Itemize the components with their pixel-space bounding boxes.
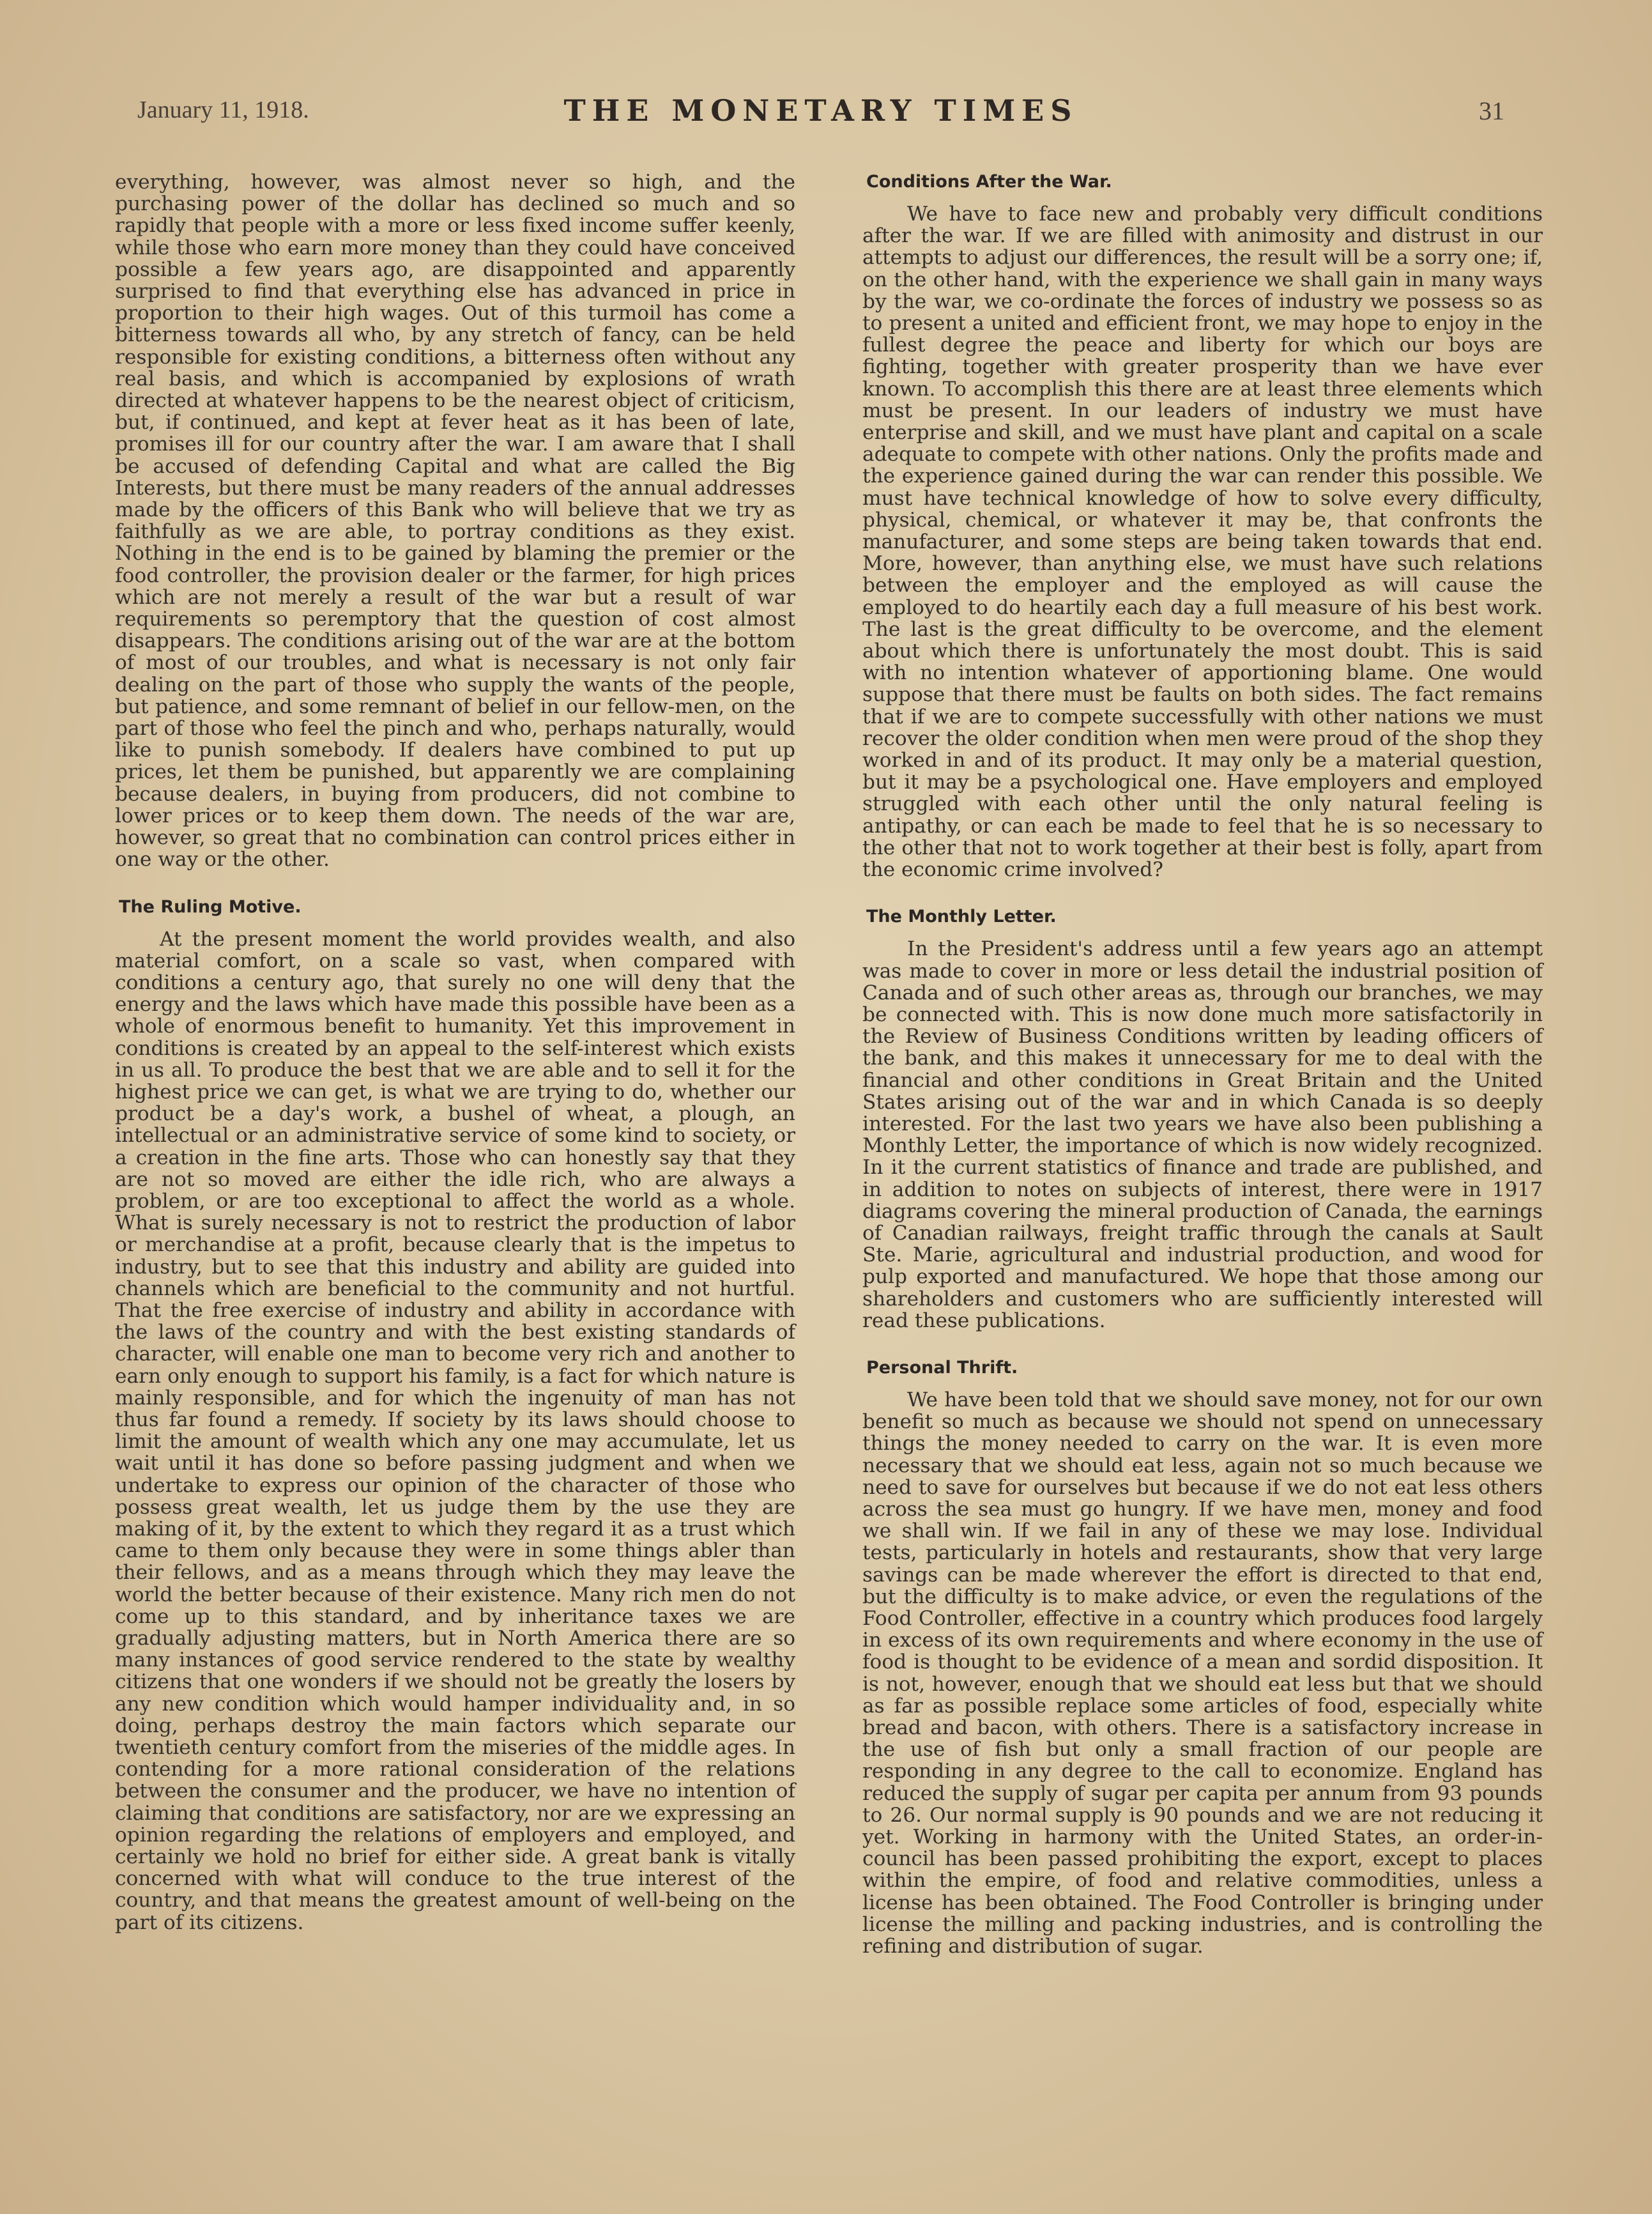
paragraph-conditions-after-war: We have to face new and probably very difficult conditions after the war. If we are filled with animosity and distrust in our attempts to adjust our differences, the result will be a sorry one; if, on the other hand, with the experience we shall gain in many ways by the war, we co-ordinate the forces of industry we possess so as to present a united and efficient front, we may hope to enjoy in the fullest degree the peace and liberty for which our boys are fighting, together with greater prosperity than we have ever known. To accomplish this there are at least three elements which must be present. In our leaders of industry we must have enterprise and skill, and we must have plant and capital on a scale adequate to compete with other nations. Only the profits made and the experience gained during the war can render this possible. We must have technical knowledge of how to solve every difficulty, physical, chemical, or whatever it may be, that confronts the manufacturer, and some steps are being taken towards that end. More, however, than anything else, we must have such relations between the employer and the employed as will cause the employed to do heartily each day a full measure of his best work. The last is the great difficulty to be overcome, and the element about which there is unfortunately the most doubt. This is said with no intention whatever of apportioning blame. One would suppose that there must be faults on both sides. The fact remains that if we are to compete successfully with other nations we must recover the older condition when men were proud of the shop they worked in and of its product. It may only be a material question, but it may be a psychological one. Have employers and employed struggled with each other until the only natural feeling is antipathy, or can each be made to feel that he is so necessary to the other that not to work together at their best is folly, apart from the economic crime involved?	[862, 203, 1543, 882]
section-heading-ruling-motive: The Ruling Motive.	[119, 896, 302, 917]
left-column	[115, 171, 795, 1933]
paragraph-personal-thrift: We have been told that we should save money, not for our own benefit so much as because we should not spend on unnecessary things the money needed to carry on the war. It is even more necessary that we should eat less, again not so much because we need to save for ourselves but because if we do not eat less others across the sea must go hungry. If we have men, money and food we shall win. If we fail in any of these we may lose. Individual tests, particularly in hotels and restaurants, show that very large savings can be made wherever the effort is directed to that end, but the difficulty is to make advice, or even the regulations of the Food Controller, effective in a country which produces food largely in excess of its own requirements and where economy in the use of food is thought to be evidence of a mean and sordid disposition. It is not, however, enough that we should eat less but that we should as far as possible replace some articles of food, especially white bread and bacon, with others. There is a satisfactory increase in the use of fish but only a small fraction of our people are responding in any degree to the call to economize. England has reduced the supply of sugar per capita per annum from 93 pounds to 26. Our normal supply is 90 pounds and we are not reducing it yet. Working in harmony with the United States, an order-in-council has been passed prohibiting the export, except to places within the empire, of food and relative commodities, unless a license has been obtained. The Food Controller is bringing under license the milling and packing industries, and is controlling the refining and distribution of sugar.	[862, 1388, 1543, 1958]
section-heading-conditions-after-war: Conditions After the War.	[866, 172, 1112, 192]
publication-title: THE MONETARY TIMES	[563, 93, 1078, 128]
page-header	[137, 93, 1504, 141]
page-number: 31	[1479, 96, 1504, 125]
paragraph-ruling-motive: At the present moment the world provides wealth, and also material comfort, on a scale so vast, when compared with conditions a century ago, that surely no one will deny that the energy and the laws which have made this possible have been as a whole of enormous benefit to humanity. Yet this improvement in conditions is created by an appeal to the self-interest which exists in us all. To produce the best that we are able and to sell it for the highest price we can get, is what we are trying to do, whether our product be a day's work, a bushel of wheat, a plough, an intellectual or an administrative service of some kind to society, or a creation in the fine arts. Those who can honestly say that they are not so moved are either the idle rich, who are always a problem, or are too exceptional to affect the world as a whole. What is surely necessary is not to restrict the production of labor or merchandise at a profit, because clearly that is the impetus to industry, but to see that this industry and ability are guided into channels which are beneficial to the community and not hurtful. That the free exercise of industry and ability in accordance with the laws of the country and with the best existing standards of character, will enable one man to become very rich and another to earn only enough to support his family, is a fact for which nature is mainly responsible, and for which the ingenuity of man has not thus far found a remedy. If society by its laws should choose to limit the amount of wealth which any one may accumulate, let us wait until it has done so before passing judgment and when we undertake to express our opinion of the character of those who possess great wealth, let us judge them by the use they are making of it, by the extent to which they regard it as a trust which came to them only because they were in some things abler than their fellows, and as a means through which they may leave the world the better because of their existence. Many rich men do not come up to this standard, and by inheritance taxes we are gradually adjusting matters, but in North America there are so many instances of good service rendered to the state by wealthy citizens that one wonders if we should not be greatly the losers by any new condition which would hamper individuality and, in so doing, perhaps destroy the main factors which separate our twentieth century comfort from the miseries of the middle ages. In contending for a more rational consideration of the relations between the consumer and the producer, we have no intention of claiming that conditions are satisfactory, nor are we expressing an opinion regarding the relations of employers and employed, and certainly we hold no brief for either side. A great bank is vitally concerned with what will conduce to the true interest of the country, and that means the greatest amount of well-being on the part of its citizens.	[115, 927, 795, 1934]
issue-date: January 11, 1918.	[137, 96, 309, 123]
section-heading-personal-thrift: Personal Thrift.	[866, 1357, 1018, 1378]
paragraph-monthly-letter: In the President's address until a few years ago an attempt was made to cover in more or less detail the industrial position of Canada and of such other areas as, through our branches, we may be connected with. This is now done much more satisfactorily in the Review of Business Conditions written by leading officers of the bank, and this makes it unnecessary for me to deal with the financial and other conditions in Great Britain and the United States arising out of the war and in which Canada is so deeply interested. For the last two years we have also been publishing a Monthly Letter, the importance of which is now widely recognized. In it the current statistics of finance and trade are published, and in addition to notes on subjects of interest, there were in 1917 diagrams covering the mineral production of Canada, the earnings of Canadian railways, freight traffic through the canals at Sault Ste. Marie, agricultural and industrial production, and wood for pulp exported and manufactured. We hope that those among our shareholders and customers who are sufficiently interested will read these publications.	[862, 937, 1543, 1332]
paragraph-continued: everything, however, was almost never so high, and the purchasing power of the dollar has declined so much and so rapidly that people with a more or less fixed income suffer keenly, while those who earn more money than they could have conceived possible a few years ago, are disappointed and apparently surprised to find that everything else has advanced in price in proportion to their high wages. Out of this turmoil has come a bitterness towards all who, by any stretch of fancy, can be held responsible for existing conditions, a bitterness often without any real basis, and which is accompanied by explosions of wrath directed at whatever happens to be the nearest object of criticism, but, if continued, and kept at fever heat as it has been of late, promises ill for our country after the war. I am aware that I shall be accused of defending Capital and what are called the Big Interests, but there must be many readers of the annual addresses made by the officers of this Bank who will believe that we try as faithfully as we are able, to portray conditions as they exist. Nothing in the end is to be gained by blaming the premier or the food controller, the provision dealer or the farmer, for high prices which are not merely a result of the war but a result of war requirements so peremptory that the question of cost almost disappears. The conditions arising out of the war are at the bottom of most of our troubles, and what is necessary is not only fair dealing on the part of those who supply the wants of the people, but patience, and some remnant of belief in our fellow-men, on the part of those who feel the pinch and who, perhaps naturally, would like to punish somebody. If dealers have combined to put up prices, let them be punished, but apparently we are complaining because dealers, in buying from producers, did not combine to lower prices or to keep them down. The needs of the war are, however, so great that no combination can control prices either in one way or the other.	[115, 171, 795, 872]
section-heading-monthly-letter: The Monthly Letter.	[866, 907, 1057, 927]
right-column	[862, 171, 1543, 1957]
